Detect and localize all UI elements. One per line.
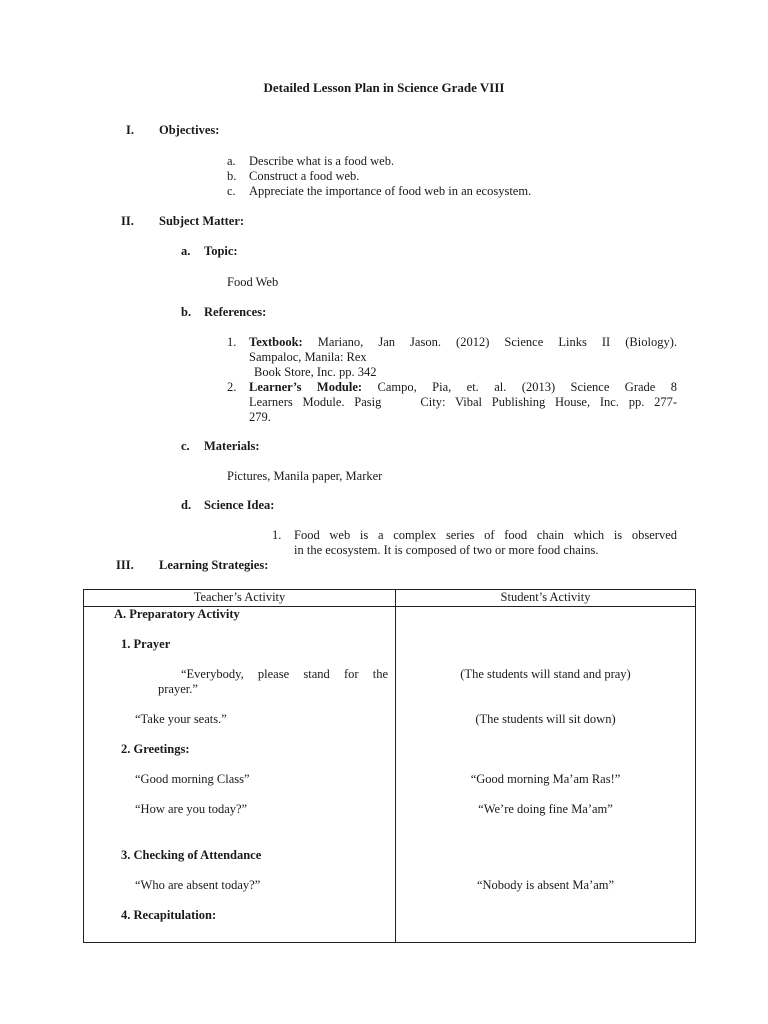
subject-matter-heading: Subject Matter: xyxy=(159,214,245,228)
reference-2-text: Campo, Pia, et. al. (2013) Science Grade 8 xyxy=(377,380,678,394)
topic-heading: Topic: xyxy=(204,244,238,258)
table-header-row xyxy=(84,590,696,607)
objective-item-a: Describe what is a food web. xyxy=(249,154,395,168)
teacher-prayer-line2: prayer.” xyxy=(158,682,198,696)
page-title: Detailed Lesson Plan in Science Grade VIII xyxy=(263,80,505,95)
science-idea-heading: Science Idea: xyxy=(204,498,275,512)
objective-marker-a: a. xyxy=(227,154,236,168)
objectives-heading: Objectives: xyxy=(159,123,220,137)
section-numeral-subject-matter: II. xyxy=(121,214,134,228)
references-heading: References: xyxy=(204,305,267,319)
student-stand-pray: (The students will stand and pray) xyxy=(460,667,631,681)
teacher-good-morning: “Good morning Class” xyxy=(135,772,250,786)
science-idea-marker: d. xyxy=(181,498,192,512)
section-numeral-learning-strategies: III. xyxy=(116,558,134,572)
student-nobody-absent: “Nobody is absent Ma’am” xyxy=(476,878,615,892)
topic-value: Food Web xyxy=(227,275,279,289)
learning-strategies-table xyxy=(83,589,696,943)
science-idea-line1: Food web is a complex series of food chain which is observed xyxy=(294,528,677,542)
prayer-heading: 1. Prayer xyxy=(121,637,171,651)
reference-1-line1 xyxy=(249,335,677,350)
teacher-prayer-line1: “Everybody, please stand for the xyxy=(181,667,388,681)
reference-1-label: Textbook: xyxy=(249,335,303,349)
reference-marker-1: 1. xyxy=(227,335,237,349)
science-idea-item-marker: 1. xyxy=(272,528,282,542)
student-activity-header: Student’s Activity xyxy=(396,590,696,607)
objective-marker-c: c. xyxy=(227,184,236,198)
materials-marker: c. xyxy=(181,439,190,453)
materials-heading: Materials: xyxy=(204,439,260,453)
preparatory-activity-heading: A. Preparatory Activity xyxy=(114,607,240,621)
student-doing-fine: “We’re doing fine Ma’am” xyxy=(478,802,613,816)
teacher-activity-header: Teacher’s Activity xyxy=(84,590,396,607)
reference-2-line2: Learners Module. Pasig City: Vibal Publishing House, Inc. pp. 277- xyxy=(249,395,677,409)
reference-2-label: Learner’s Module: xyxy=(249,380,363,394)
recapitulation-heading: 4. Recapitulation: xyxy=(121,908,217,922)
student-activity-cell xyxy=(396,607,696,943)
materials-value: Pictures, Manila paper, Marker xyxy=(227,469,383,483)
student-sit-down: (The students will sit down) xyxy=(475,712,616,726)
teacher-who-absent: “Who are absent today?” xyxy=(135,878,261,892)
reference-2-line1 xyxy=(249,380,677,395)
reference-2-line3: 279. xyxy=(249,410,271,424)
reference-1-line3: Book Store, Inc. pp. 342 xyxy=(254,365,377,379)
references-marker: b. xyxy=(181,305,192,319)
objective-marker-b: b. xyxy=(227,169,237,183)
topic-marker: a. xyxy=(181,244,191,258)
reference-1-line2: Sampaloc, Manila: Rex xyxy=(249,350,367,364)
teacher-take-seats: “Take your seats.” xyxy=(135,712,227,726)
student-good-morning: “Good morning Ma’am Ras!” xyxy=(470,772,621,786)
greetings-heading: 2. Greetings: xyxy=(121,742,190,756)
science-idea-line2: in the ecosystem. It is composed of two or more food chains. xyxy=(294,543,599,557)
objective-item-c: Appreciate the importance of food web in an ecosystem. xyxy=(249,184,532,198)
attendance-heading: 3. Checking of Attendance xyxy=(121,848,262,862)
objective-item-b: Construct a food web. xyxy=(249,169,360,183)
section-numeral-objectives: I. xyxy=(126,123,134,137)
teacher-activity-cell xyxy=(84,607,396,943)
table-row xyxy=(84,607,696,943)
reference-1-text: Mariano, Jan Jason. (2012) Science Links II (Biology). xyxy=(317,335,678,349)
teacher-how-are-you: “How are you today?” xyxy=(135,802,248,816)
learning-strategies-heading: Learning Strategies: xyxy=(159,558,269,572)
reference-marker-2: 2. xyxy=(227,380,237,394)
